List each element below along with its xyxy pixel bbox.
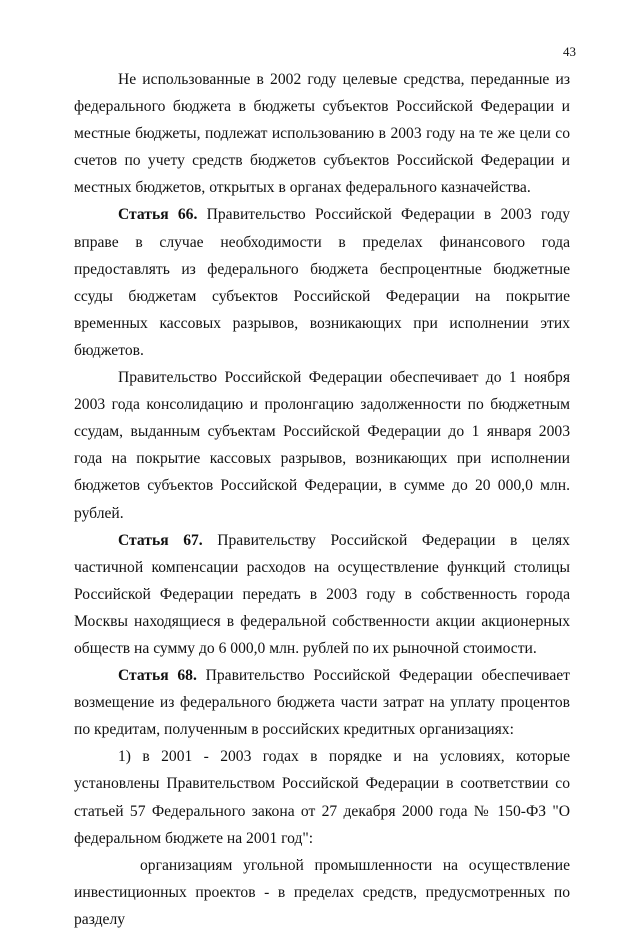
article-68-text: Правительство Российской Федерации обеспечивает возмещение из федерального бюджета части затрат на уплату процентов по кредитам, полученным в российских кредитных организациях: (74, 667, 570, 739)
paragraph-article-66 (74, 201, 570, 364)
article-66-heading: Статья 66. (118, 206, 198, 224)
document-body (74, 66, 570, 933)
article-68-heading: Статья 68. (118, 667, 197, 685)
article-66-text: Правительство Российской Федерации в 2003 году вправе в случае необходимости в пределах финансового года предоставлять из федерального бюджета беспроцентные бюджетные ссуды бюджетам субъектов Российской Федерации на покрытие временных кассовых разрывов, возникающих при исполнении этих бюджетов. (74, 206, 570, 359)
paragraph-coal-industry: организациям угольной промышленности на осуществление инвестиционных проектов - в пределах средств, предусмотренных по разделу (74, 856, 570, 928)
paragraph-unused-funds: Не использованные в 2002 году целевые средства, переданные из федерального бюджета в бюджеты субъектов Российской Федерации и местные бюджеты, подлежат использованию в 2003 году на те же цели со счетов по учету средств бюджетов субъектов Российской Федерации и местных бюджетов, открытых в органах федерального казначейства. (74, 71, 570, 197)
page-number: 43 (563, 44, 576, 59)
article-67-text: Правительству Российской Федерации в целях частичной компенсации расходов на осуществление функций столицы Российской Федерации передать в 2003 году в собственность города Москвы находящиеся в федеральной собственности акции акционерных обществ на сумму до 6 000,0 млн. рублей по их рыночной стоимости. (74, 531, 570, 657)
paragraph-article-68 (74, 662, 570, 743)
paragraph-article-67 (74, 527, 570, 662)
article-67-heading: Статья 67. (118, 531, 203, 549)
paragraph-item-1: 1) в 2001 - 2003 годах в порядке и на условиях, которые установлены Правительством Российской Федерации в соответствии со статьей 57 Федерального закона от 27 декабря 2000 года № 150-ФЗ "О федеральном бюджете на 2001 год": (74, 748, 570, 847)
paragraph-debt-consolidation: Правительство Российской Федерации обеспечивает до 1 ноября 2003 года консолидацию и пролонгацию задолженности по бюджетным ссудам, выданным субъектам Российской Федерации до 1 января 2003 года на покрытие кассовых разрывов, возникающих при исполнении бюджетов субъектов Российской Федерации, в сумме до 20 000,0 млн. рублей. (74, 369, 570, 522)
